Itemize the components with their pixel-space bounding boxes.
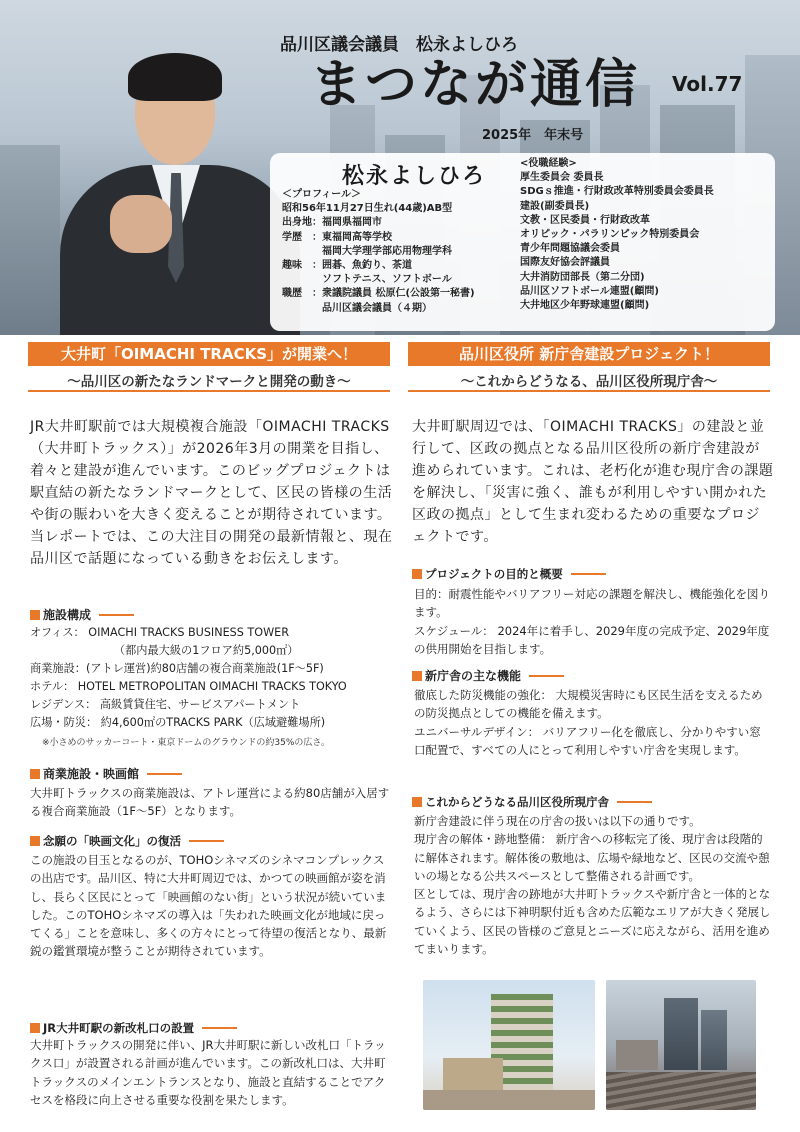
office-building-rendering: [423, 980, 595, 1110]
profile-line: 昭和56年11月27日生れ(44歳)AB型: [282, 203, 453, 215]
heading-current-office: [412, 794, 652, 810]
career-line: 品川区ソフトボール連盟(顧問): [520, 285, 659, 297]
career-line: オリピック・パラリンピック特別委員会: [520, 229, 700, 241]
heading-gate: [30, 1020, 237, 1036]
left-subtitle: ～品川区の新たなランドマークと開発の動き～: [67, 374, 351, 390]
bullet-square: [412, 569, 422, 579]
right-subtitle: ～これからどうなる、品川区役所現庁舎～: [460, 374, 718, 390]
heading-rule: [617, 801, 652, 803]
career-line: 厚生委員会 委員長: [520, 172, 604, 184]
bullet-square: [30, 836, 40, 846]
tracks-aerial-rendering: [606, 980, 756, 1110]
bullet-square: [412, 797, 422, 807]
heading-commercial: [30, 765, 182, 782]
issue-label: 2025年 年末号: [482, 128, 584, 143]
left-section-title: [28, 342, 390, 392]
right-lead: 大井町駅周辺では、「OIMACHI TRACKS」の建設と並行して、区政の拠点となる品川区役所の新庁舎建設が進められています。これは、老朽化が進む現庁舎の課題を解決し、「災害に強く、誰もが利用しやすい開かれた区政の拠点」として生まれ変わるための重要なプロジェクトです。: [412, 419, 774, 545]
fist: [110, 195, 172, 253]
profile-name: 松永よしひろ: [342, 164, 487, 189]
volume-label: Vol.77: [672, 72, 743, 96]
career-line: <役職経験>: [520, 158, 577, 169]
profile-line: 品川区議会議員（４期）: [282, 302, 432, 314]
profile-line: 趣味 ：囲碁、魚釣り、茶道: [282, 260, 412, 272]
profile-line: 職歴 ：衆議院議員 松原仁(公設第一秘書): [282, 288, 475, 300]
current-office-text: 新庁舎建設に伴う現在の庁舎の扱いは以下の通りです。 現庁舎の解体・跡地整備： 新庁舎への移転完了後、現庁舎は段階的に解体されます。解体後の敷地は、広場や緑地など、区民の交流や憩いの場となる公共スペースとして整備される計画です。 区としては、現庁舎の跡地が大井町トラックスや新庁舎と一体的となるよう、さらには下神明駅付近も含めた広範なエリアが大きく発展していくよう、区民の皆様のご意見とニーズに応えながら、活用を進めてまいります。: [414, 814, 771, 957]
tower: [664, 998, 698, 1070]
commercial-text: 大井町トラックスの商業施設は、アトレ運営による約80店舗が入居する複合商業施設（1F～5F）となります。: [30, 786, 390, 819]
cinema-text: この施設の目玉となるのが、TOHOシネマズのシネマコンプレックスの出店です。品川区、特に大井町周辺では、かつての映画館が姿を消し、長らく区民にとって「映画館のない街」という状況が続いていました。このTOHOシネマズの導入は「失われた映画文化が地域に戻ってくる」ことを意味し、多くの方々にとって待望の復活となり、最新鋭の鑑賞環境が整うことが期待されています。: [30, 853, 387, 959]
facility-list: [30, 624, 400, 732]
heading-cinema: [30, 833, 224, 849]
heading-functions: [412, 667, 564, 684]
heading-rule: [571, 573, 606, 575]
heading-text: 念願の「映画文化」の復活: [43, 834, 181, 848]
career-line: 文教・区民委員・行財政改革: [520, 214, 650, 226]
bullet-square: [30, 610, 40, 620]
profile-line: ソフトテニス、ソフトボール: [282, 274, 452, 286]
heading-rule: [99, 614, 134, 616]
heading-text: これからどうなる品川区役所現庁舎: [425, 795, 609, 809]
career-line: 大井地区少年野球連盟(顧問): [520, 300, 650, 312]
purpose-text: 目的：耐震性能やバリアフリー対応の課題を解決し、機能強化を図ります。 スケジュール： 2024年に着手し、2029年度の完成予定、2029年度の供用開始を目指します。: [414, 587, 771, 656]
low-building: [443, 1058, 503, 1092]
member-title: 品川区議会議員 松永よしひろ: [280, 35, 518, 55]
facility-note: ※小さめのサッカーコート・東京ドームのグラウンドの約35%の広さ。: [42, 738, 331, 748]
profile-box: [270, 153, 775, 331]
heading-rule: [189, 840, 224, 842]
profile-line: ＜プロフィール＞: [282, 189, 361, 200]
heading-facility: [30, 606, 134, 623]
heading-text: 商業施設・映画館: [43, 767, 140, 781]
left-lead: JR大井町駅前では大規模複合施設「OIMACHI TRACKS（大井町トラックス）」が2026年3月の開業を目指し、着々と建設が進んでいます。このビッグプロジェクトは駅直結の新たなランドマークとして、区民の皆様の生活や街の賑わいを大きく変えることが期待されています。当レポートでは、この大注目の開発の最新情報と、現在品川区で話題になっている動きをお伝えします。: [30, 419, 393, 567]
header-banner: [0, 0, 800, 335]
hair: [128, 53, 222, 101]
profile-line: 学歴 ：東福岡高等学校: [282, 231, 392, 243]
facility-line: 広場・防災： 約4,600㎡のTRACKS PARK（広域避難場所): [30, 716, 326, 729]
career-line: 建設(副委員長): [520, 200, 590, 212]
plaza: [423, 1090, 595, 1110]
right-section-title: [408, 342, 770, 392]
heading-rule: [202, 1027, 237, 1029]
gate-text: 大井町トラックスの開発に伴い、JR大井町駅に新しい改札口「トラックス口」が設置される計画が進んでいます。この新改札口は、大井町トラックスのメインエントランスとなり、施設と直結することでアクセスを格段に向上させる重要な役割を果たします。: [30, 1038, 386, 1107]
profile-details: [282, 188, 475, 316]
facility-line: 商業施設：(アトレ運営)約80店舗の複合商業施設(1F～5F): [30, 662, 324, 675]
rail-tracks: [606, 1072, 756, 1110]
buildings: [616, 1040, 658, 1070]
bullet-square: [412, 671, 422, 681]
facility-line: （都内最大級の1フロア約5,000㎡）: [30, 644, 299, 657]
right-title: 品川区役所 新庁舎建設プロジェクト！: [459, 345, 719, 363]
heading-text: 新庁舎の主な機能: [425, 669, 522, 683]
career-line: 青少年問題協議会委員: [520, 243, 620, 255]
heading-rule: [529, 675, 564, 677]
profile-line: 出身地：福岡県福岡市: [282, 217, 382, 229]
heading-purpose: [412, 566, 606, 582]
tower: [701, 1010, 727, 1070]
profile-line: 福岡大学理学部応用物理学科: [282, 245, 452, 257]
career-line: 国際友好協会評議員: [520, 257, 610, 269]
facility-line: オフィス： OIMACHI TRACKS BUSINESS TOWER: [30, 626, 289, 639]
bullet-square: [30, 1023, 40, 1033]
career-list: [520, 157, 714, 313]
heading-text: JR大井町駅の新改札口の設置: [43, 1021, 195, 1035]
career-line: 大井消防団部長（第二分団): [520, 271, 645, 283]
heading-rule: [147, 773, 182, 775]
bullet-square: [30, 769, 40, 779]
facility-line: ホテル： HOTEL METROPOLITAN OIMACHI TRACKS TOKYO: [30, 680, 347, 693]
heading-text: 施設構成: [43, 608, 92, 622]
heading-text: プロジェクトの目的と概要: [425, 567, 563, 581]
newsletter-title: まつなが通信: [310, 54, 641, 115]
facility-line: レジデンス： 高級賃貸住宅、サービスアパートメント: [30, 698, 301, 711]
left-title: 大井町「OIMACHI TRACKS」が開業へ！: [60, 345, 358, 363]
functions-text: 徹底した防災機能の強化： 大規模災害時にも区民生活を支えるための防災拠点としての機能を備えます。 ユニバーサルデザイン： バリアフリー化を徹底し、分かりやすい窓口配置で、すべての人にとって利用しやすい庁舎を実現します。: [414, 688, 763, 757]
career-line: SDGｓ推進・行財政改革特別委員会委員長: [520, 186, 714, 198]
